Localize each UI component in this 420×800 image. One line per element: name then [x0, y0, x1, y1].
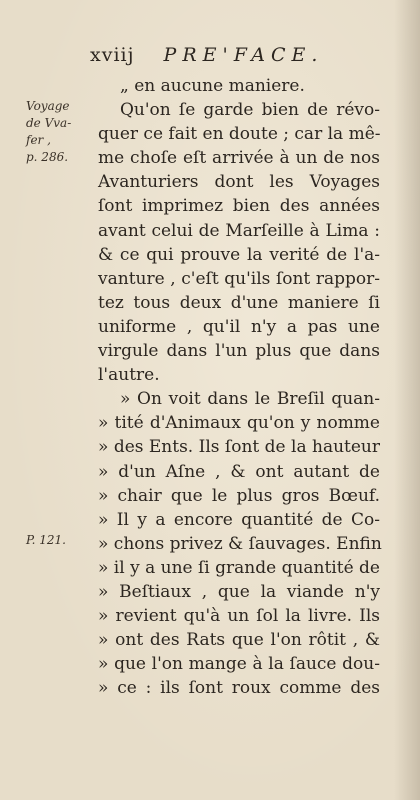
page-folio: xviij [90, 44, 135, 66]
margin-note-voyage [26, 98, 92, 166]
running-head [90, 44, 390, 66]
text-line: quer ce fait en doute ; car la mê- [98, 124, 381, 145]
text-line: » Beſtiaux , que la viande n'y [98, 581, 380, 602]
text-line: virgule dans l'un plus que dans [98, 341, 380, 362]
text-line: » On voit dans le Breſil quan- [120, 389, 380, 410]
body-text [98, 74, 380, 700]
text-line: » chair que le plus gros Bœuf. [98, 485, 380, 506]
text-line: » ont des Rats que l'on rôtit , & [98, 630, 380, 651]
margin-note-line: de Vva- [26, 116, 72, 130]
text-line: » chons privez & ſauvages. Enfin [98, 533, 382, 554]
text-line: » d'un Aſne , & ont autant de [98, 461, 380, 482]
running-title: PRE'FACE. [163, 44, 324, 66]
text-line: » des Ents. Ils ſont de la hauteur [98, 437, 380, 458]
text-line: me choſe eſt arrivée à un de nos [98, 148, 380, 169]
text-line: ſont imprimez bien des années [98, 196, 380, 217]
text-line: l'autre. [98, 365, 160, 386]
margin-note-line: fer , [26, 133, 51, 147]
text-line: & ce qui prouve la verité de l'a- [98, 244, 380, 265]
text-line: vanture , c'eſt qu'ils ſont rappor- [98, 268, 380, 289]
text-line: tez tous deux d'une maniere ſi [98, 292, 380, 313]
margin-note-line: P. 121. [26, 533, 66, 547]
text-line: » tité d'Animaux qu'on y nomme [98, 413, 380, 434]
text-line: uniforme , qu'il n'y a pas une [98, 316, 380, 337]
margin-note-page-ref [26, 532, 92, 549]
text-line: „ en aucune maniere. [120, 76, 305, 96]
margin-note-line: Voyage [26, 99, 70, 113]
text-line: » revient qu'à un ſol la livre. Ils [98, 606, 380, 627]
text-line: » que l'on mange à la ſauce dou- [98, 654, 380, 675]
text-line: Avanturiers dont les Voyages [98, 172, 380, 193]
gutter-shadow [394, 0, 420, 800]
margin-note-line: p. 286. [26, 150, 69, 164]
text-line: » Il y a encore quantité de Co- [98, 509, 380, 530]
text-line: » il y a une ſi grande quantité de [98, 557, 380, 578]
text-line: » ce : ils ſont roux comme des [98, 678, 380, 699]
text-line: avant celui de Marſeille à Lima : [98, 220, 380, 241]
text-line: Qu'on ſe garde bien de révo- [120, 100, 380, 121]
